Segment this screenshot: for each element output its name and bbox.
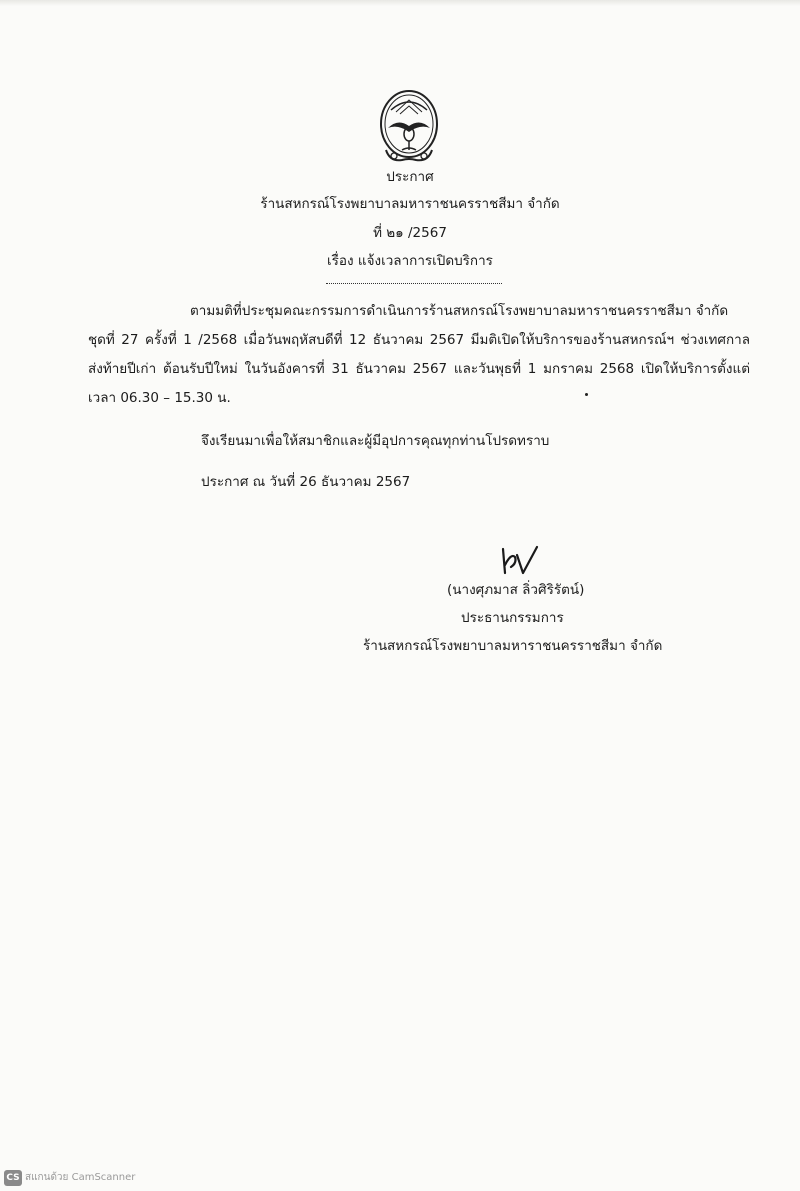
handwritten-signature-icon xyxy=(497,543,545,579)
separator xyxy=(326,283,502,284)
paragraph-line-3: ส่งท้ายปีเก่า ต้อนรับปีใหม่ ในวันอังคารที่ 31 ธันวาคม 2567 และวันพุธที่ 1 มกราคม 2568 เปิดให้บริการตั้งแต่ xyxy=(88,361,750,377)
organization-name: ร้านสหกรณ์โรงพยาบาลมหาราชนครราชสีมา จำกัด xyxy=(260,196,560,212)
paragraph-line-2: ชุดที่ 27 ครั้งที่ 1 /2568 เมื่อวันพฤหัสบดีที่ 12 ธันวาคม 2567 มีมติเปิดให้บริการของร้านสหกรณ์ฯ ช่วงเทศกาล xyxy=(88,332,750,348)
cooperative-emblem-icon xyxy=(378,88,440,166)
camscanner-logo-icon: CS xyxy=(4,1170,22,1186)
closing-statement: จึงเรียนมาเพื่อให้สมาชิกและผู้มีอุปการคุณทุกท่านโปรดทราบ xyxy=(201,433,550,449)
signer-name: (นางศุภมาส ลิ่วศิริรัตน์) xyxy=(447,582,585,598)
signer-position: ประธานกรรมการ xyxy=(461,610,564,626)
paragraph-line-1: ตามมติที่ประชุมคณะกรรมการดำเนินการร้านสหกรณ์โรงพยาบาลมหาราชนครราชสีมา จำกัด xyxy=(190,303,729,319)
announcement-number: ที่ ๒๑ /2567 xyxy=(373,225,447,241)
announcement-date: ประกาศ ณ วันที่ 26 ธันวาคม 2567 xyxy=(201,474,411,490)
paragraph-line-4: เวลา 06.30 – 15.30 น. xyxy=(88,390,231,406)
scan-edge xyxy=(0,0,800,6)
signer-organization: ร้านสหกรณ์โรงพยาบาลมหาราชนครราชสีมา จำกัด xyxy=(363,638,663,654)
announcement-subject: เรื่อง แจ้งเวลาการเปิดบริการ xyxy=(327,253,493,269)
scanner-watermark: สแกนด้วย CamScanner xyxy=(25,1172,136,1183)
document-title: ประกาศ xyxy=(386,169,434,185)
scan-speck xyxy=(585,393,588,396)
